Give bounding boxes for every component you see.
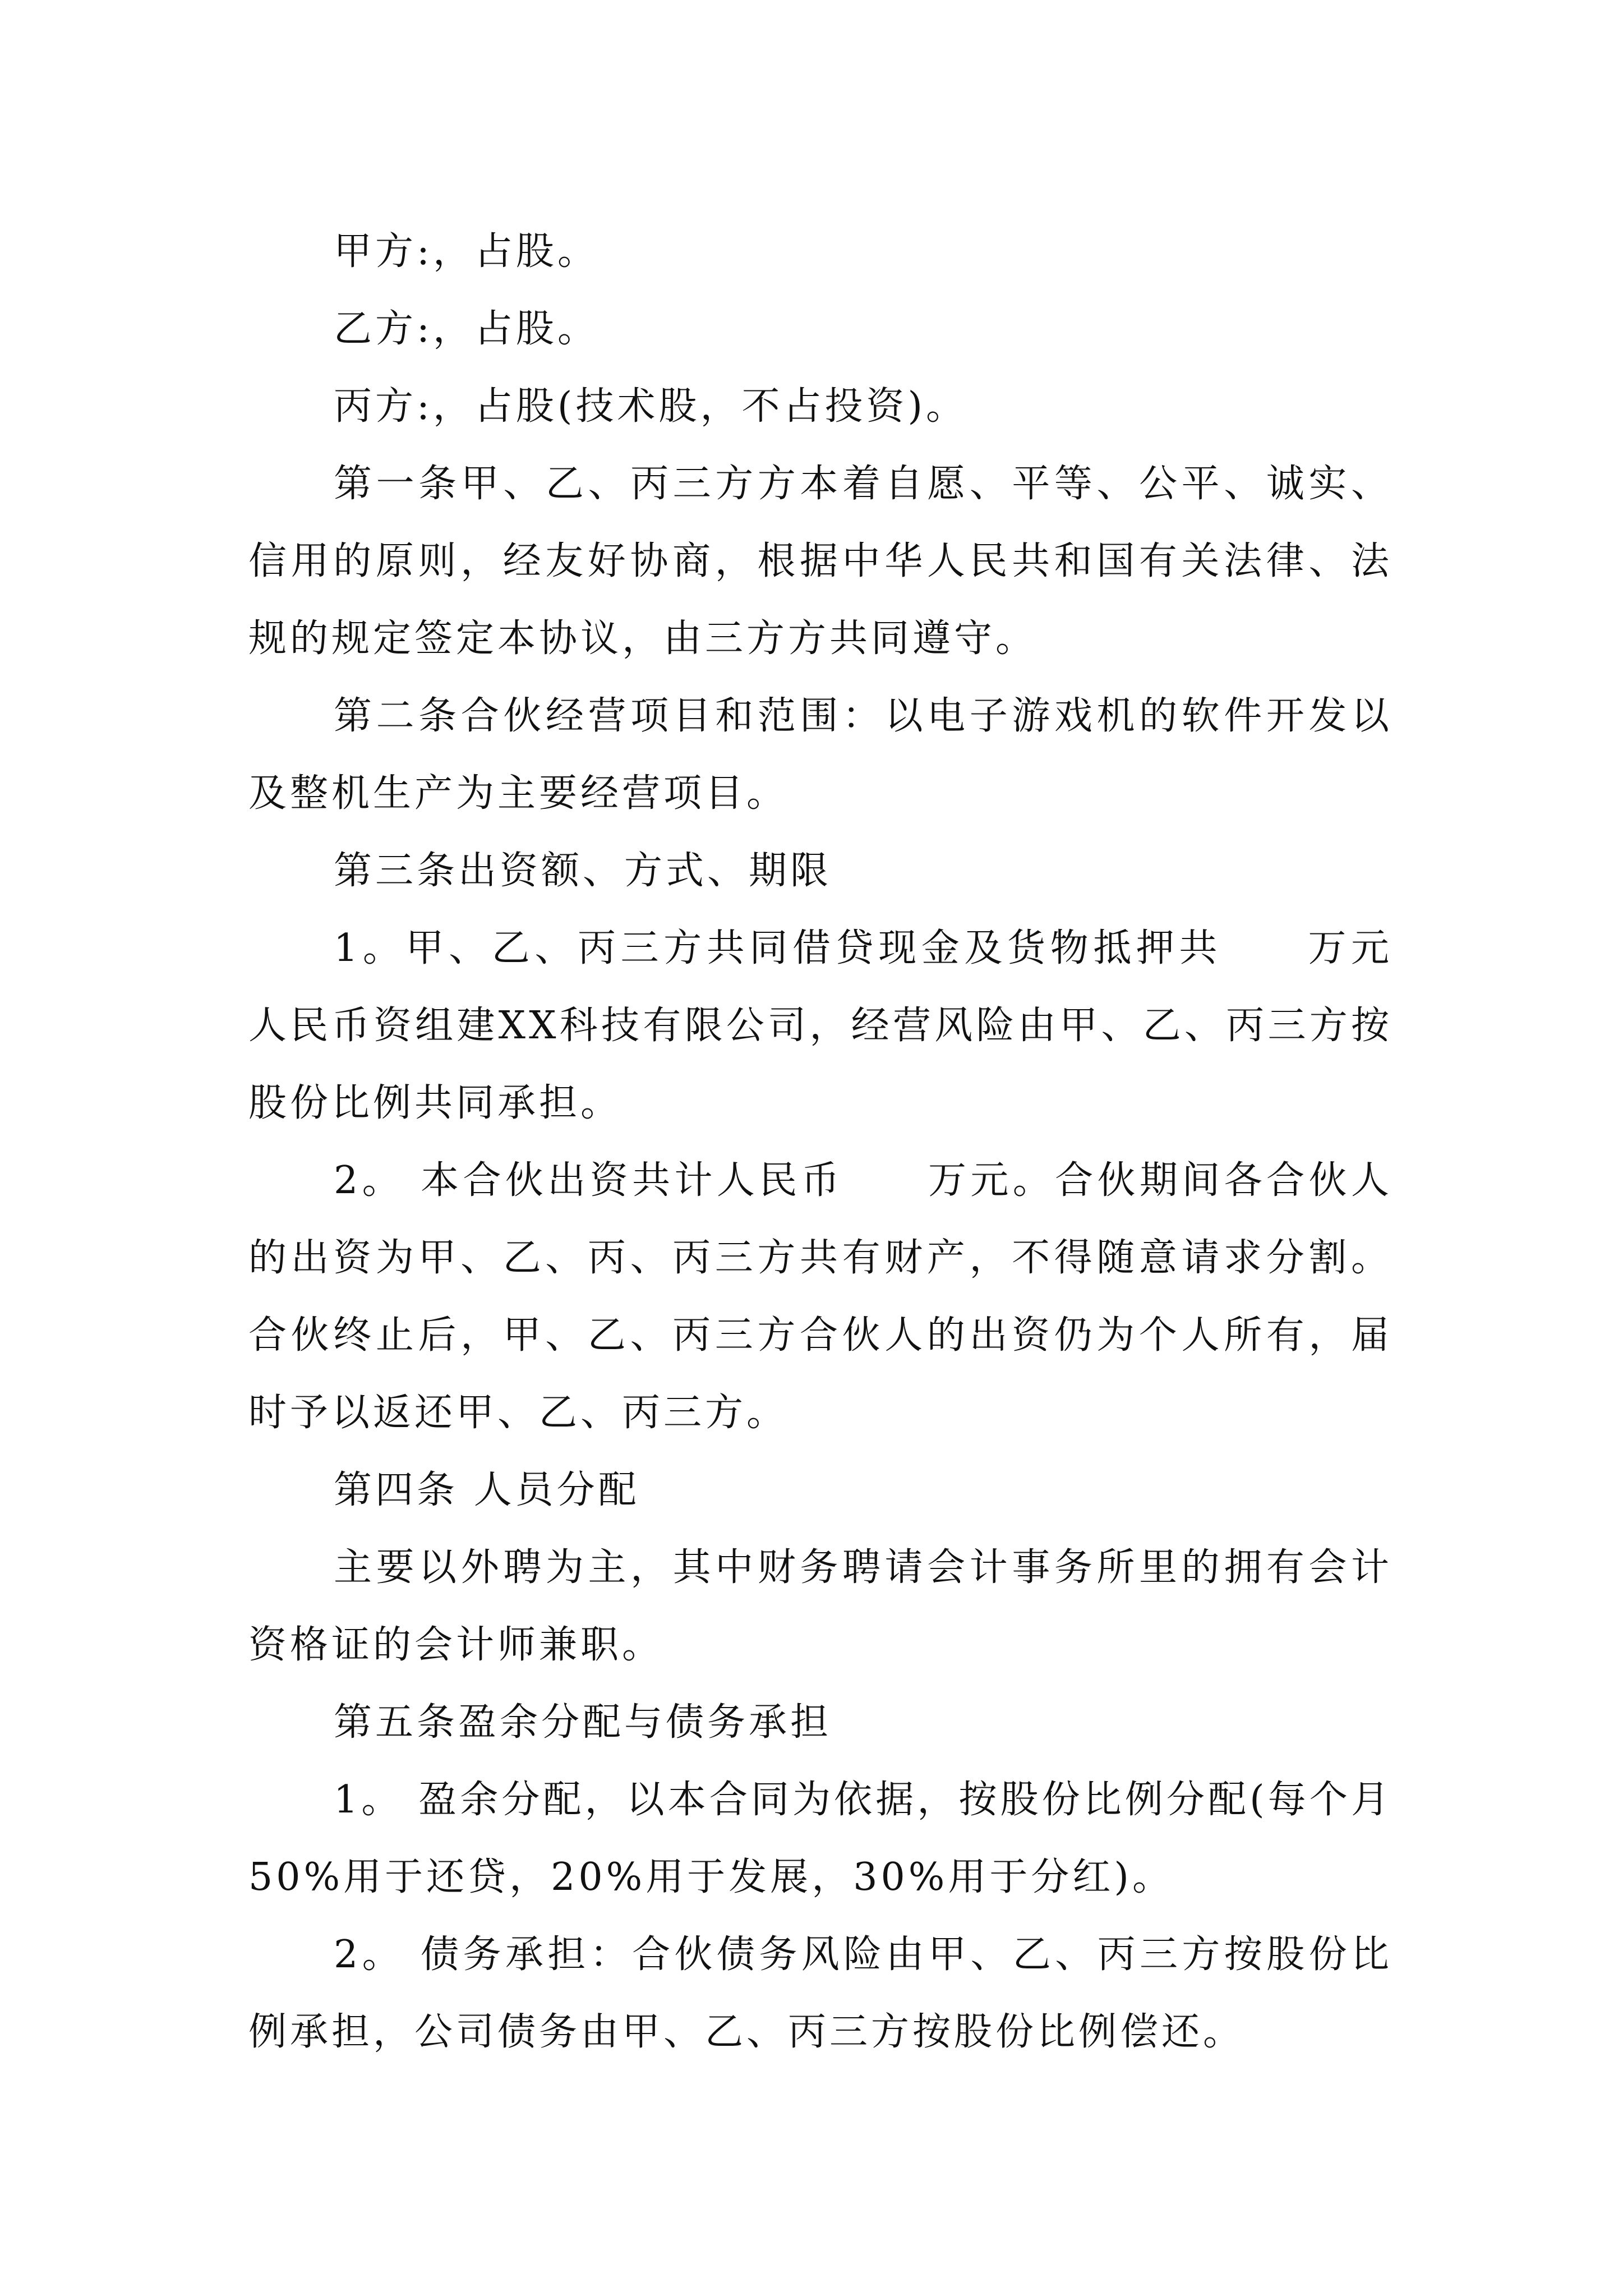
article-3-heading: 第三条出资额、方式、期限 [334,849,832,893]
article-2: 第二条合伙经营项目和范围：以电子游戏机的软件开发以及整机生产为主要经营项目。 [248,694,1393,816]
document-body [248,213,1393,2071]
party-b-line: 乙方:，占股。 [334,307,599,351]
article-5-item-2: 2。 债务承担：合伙债务风险由甲、乙、丙三方按股份比例承担，公司债务由甲、乙、丙三方按股份比例偿还。 [248,1932,1393,2054]
article-5-heading: 第五条盈余分配与债务承担 [334,1700,832,1745]
article-4-body: 主要以外聘为主，其中财务聘请会计事务所里的拥有会计资格证的会计师兼职。 [248,1545,1393,1667]
article-5-item-1: 1。 盈余分配，以本合同为依据，按股份比例分配(每个月50%用于还贷，20%用于发展，30%用于分红)。 [248,1778,1393,1899]
party-c-line: 丙方:，占股(技术股，不占投资)。 [334,384,967,429]
article-1: 第一条甲、乙、丙三方方本着自愿、平等、公平、诚实、信用的原则，经友好协商，根据中华人民共和国有关法律、法规的规定签定本协议，由三方方共同遵守。 [248,462,1393,661]
article-3-item-2: 2。 本合伙出资共计人民币 万元。合伙期间各合伙人的出资为甲、乙、丙、丙三方共有财产，不得随意请求分割。合伙终止后，甲、乙、丙三方合伙人的出资仍为个人所有，届时予以返还甲、乙、丙三方。 [248,1158,1393,1435]
party-a-line: 甲方:，占股。 [334,229,599,274]
article-4-heading: 第四条 人员分配 [334,1468,640,1512]
article-3-item-1: 1。甲、乙、丙三方共同借贷现金及货物抵押共 万元人民币资组建XX科技有限公司，经营风险由甲、乙、丙三方按股份比例共同承担。 [248,926,1393,1125]
